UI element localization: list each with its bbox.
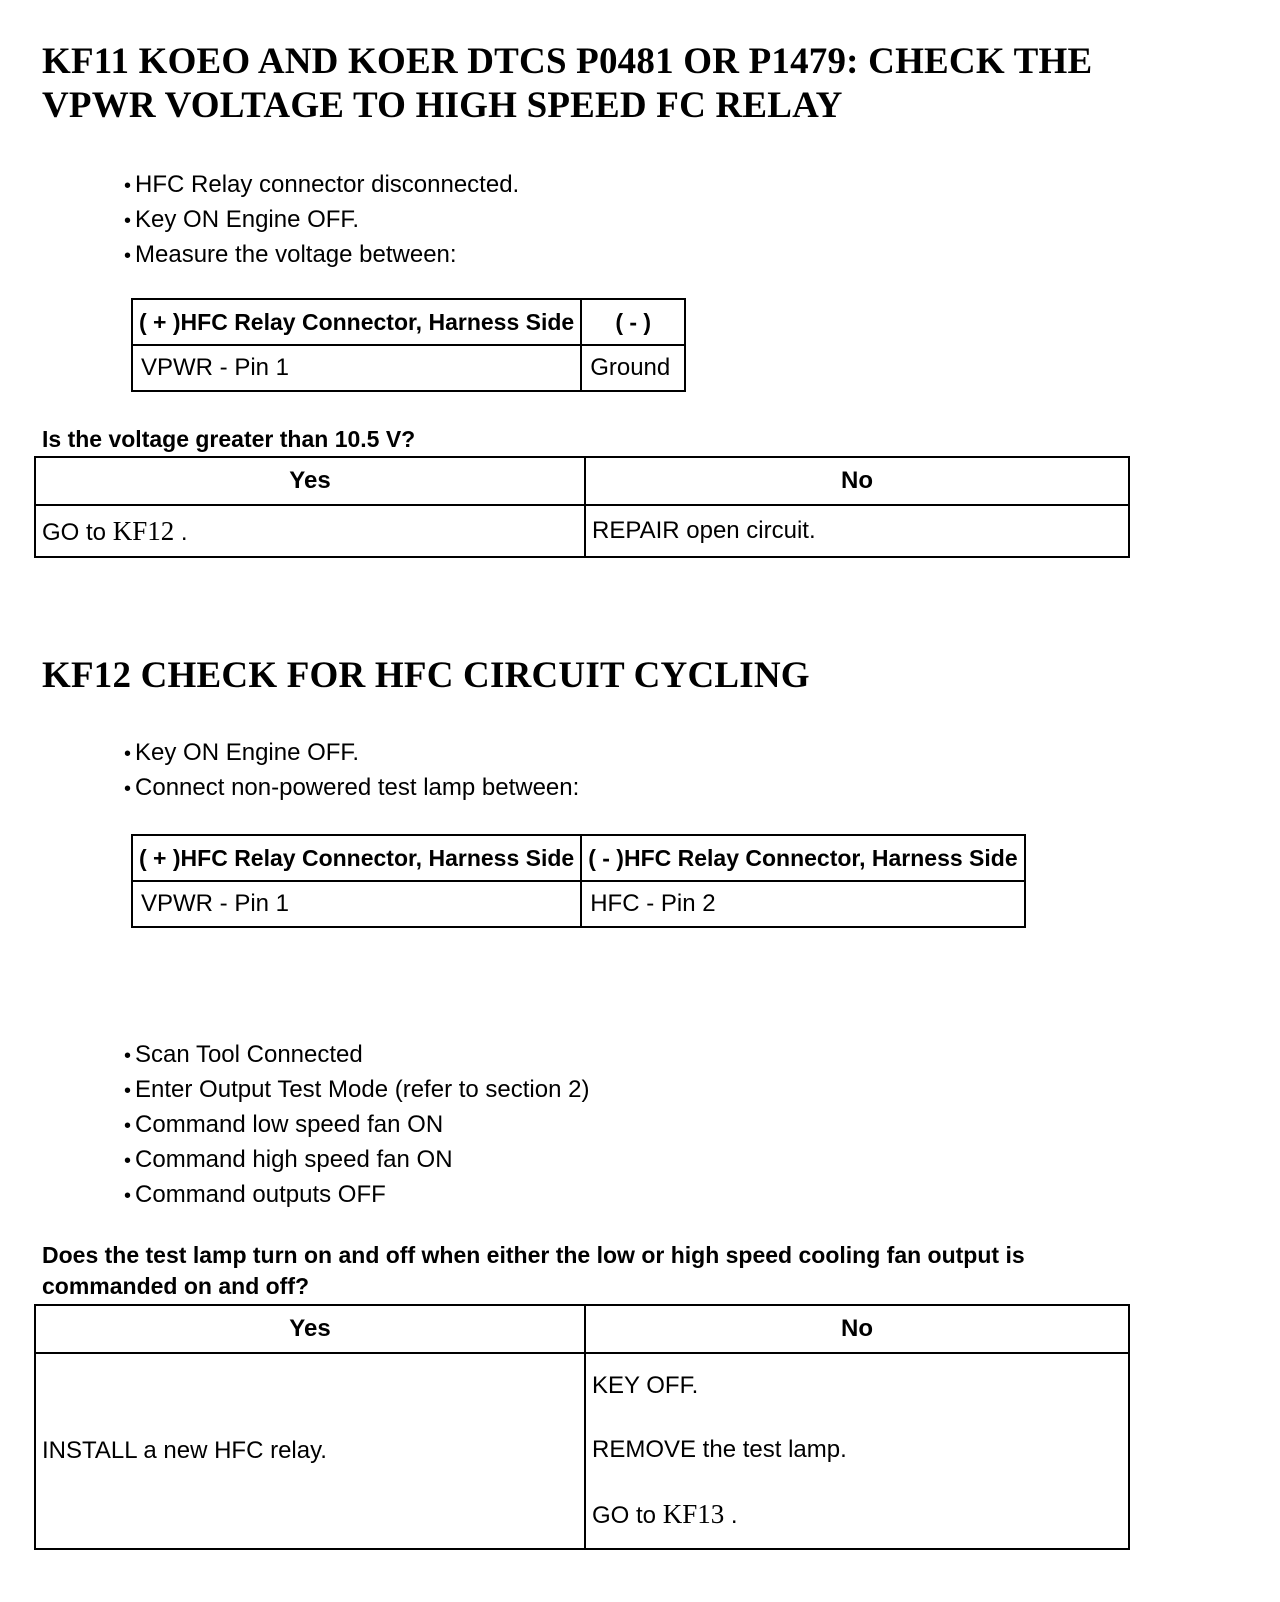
table-row [132,345,685,391]
no-line-2: REMOVE the test lamp. [592,1436,847,1463]
table-row [35,1353,1129,1549]
table-cell: VPWR - Pin 1 [132,881,581,927]
table-row [35,505,1129,557]
kf12-bullet-list-1 [124,736,579,806]
table-cell: HFC - Pin 2 [581,881,1024,927]
no-header: No [585,457,1129,505]
yes-header: Yes [35,457,585,505]
table-header-row [132,299,685,345]
list-item: • Enter Output Test Mode (refer to section 2) [124,1073,589,1108]
table-header-row [35,1305,1129,1353]
list-item: • Command low speed fan ON [124,1108,589,1143]
no-cell [585,1353,1129,1549]
table-header-cell: ( - ) [581,299,685,345]
no-header: No [585,1305,1129,1353]
kf12-bullet-list-2 [124,1038,589,1213]
yes-cell: INSTALL a new HFC relay. [35,1353,585,1549]
table-cell: VPWR - Pin 1 [132,345,581,391]
kf12-result-table [34,1304,1130,1550]
no-line-3: GO to KF13 . [592,1499,738,1529]
no-line-1: KEY OFF. [592,1372,699,1399]
list-item: • Measure the voltage between: [124,238,519,273]
table-row [132,881,1025,927]
kf13-link[interactable]: KF13 [662,1499,725,1529]
table-header-row [132,835,1025,881]
list-item: • Key ON Engine OFF. [124,203,519,238]
kf11-title [42,40,1092,128]
no-cell: REPAIR open circuit. [585,505,1129,557]
kf12-question: Does the test lamp turn on and off when either the low or high speed cooling fan output is commanded on and off? [42,1242,1025,1299]
table-header-row [35,457,1129,505]
table-cell: Ground [581,345,685,391]
kf11-title-line2: VPWR VOLTAGE TO HIGH SPEED FC RELAY [42,85,843,126]
yes-header: Yes [35,1305,585,1353]
table-header-cell: ( - )HFC Relay Connector, Harness Side [581,835,1024,881]
list-item: • Key ON Engine OFF. [124,736,579,771]
table-header-cell: ( + )HFC Relay Connector, Harness Side [132,835,581,881]
kf11-bullet-list [124,168,519,273]
kf12-measurement-table [131,834,1026,928]
kf11-question: Is the voltage greater than 10.5 V? [42,426,416,452]
kf11-result-table [34,456,1130,558]
table-header-cell: ( + )HFC Relay Connector, Harness Side [132,299,581,345]
list-item: • Command outputs OFF [124,1178,589,1213]
kf12-title: KF12 CHECK FOR HFC CIRCUIT CYCLING [42,655,810,696]
list-item: • Scan Tool Connected [124,1038,589,1073]
list-item: • Command high speed fan ON [124,1143,589,1178]
kf11-measurement-table [131,298,686,392]
kf11-title-line1: KF11 KOEO AND KOER DTCS P0481 OR P1479: CHECK THE [42,41,1093,82]
list-item: • HFC Relay connector disconnected. [124,168,519,203]
kf12-link[interactable]: KF12 [112,515,175,546]
list-item: • Connect non-powered test lamp between: [124,771,579,806]
yes-cell: GO to KF12 . [35,505,585,557]
